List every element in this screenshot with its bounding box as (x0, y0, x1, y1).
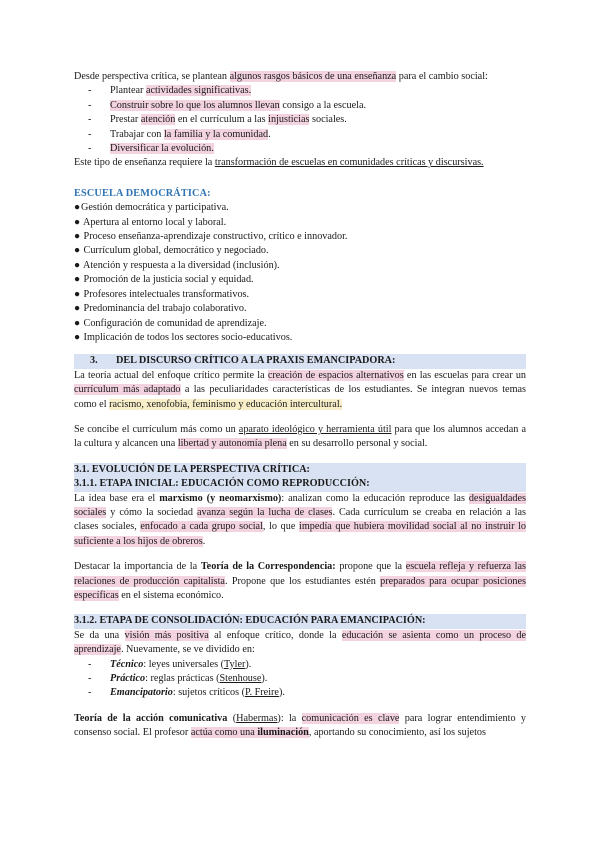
list-item: ● Atención y respuesta a la diversidad (inclusión). (74, 259, 280, 271)
sec312-paragraph-1: Se da una visión más positiva al enfoque crítico, donde la educación se asienta como un proceso de aprendizaje. Nuevamente, se ve dividido en: (74, 629, 527, 656)
list-item: - Construir sobre lo que los alumnos llevan consigo a la escuela. (88, 99, 367, 111)
section-3-1-heading: 3.1. EVOLUCIÓN DE LA PERSPECTIVA CRÍTICA: (74, 463, 526, 477)
list-item: - Plantear actividades significativas. (88, 85, 252, 97)
sec3-paragraph-2: Se concibe el currículum más como un aparato ideológico y herramienta útil para que los alumnos accedan a la cultura y alcancen una libertad y autonomía plena en su desarrollo personal y social. (74, 423, 526, 450)
list-item: ● Apertura al entorno local y laboral. (74, 216, 227, 228)
list-item: ● Profesores intelectuales transformativos. (74, 288, 250, 300)
dash-list (74, 84, 526, 156)
list-item: ●Gestión democrática y participativa. (74, 202, 229, 214)
list-item: - Diversificar la evolución. (88, 143, 214, 155)
stages-list (74, 658, 526, 701)
list-item: - Técnico: leyes universales (Tyler). (88, 658, 252, 670)
list-item: - Trabajar con la familia y la comunidad. (88, 128, 271, 140)
list-item: - Emancipatorio: sujetos críticos (P. Freire). (88, 687, 285, 699)
sec311-paragraph-2: Destacar la importancia de la Teoría de la Correspondencia: propone que la escuela refleja y refuerza las relaciones de producción capitalista. Propone que los estudiantes estén preparados para ocupar posiciones específicas en el sistema económico. (74, 561, 526, 601)
list-item: ● Predominancia del trabajo colaborativo. (74, 303, 247, 315)
intro-paragraph: Desde perspectiva crítica, se plantean algunos rasgos básicos de una enseñanza para el cambio social: (74, 71, 488, 82)
list-item: ● Configuración de comunidad de aprendizaje. (74, 317, 267, 329)
list-item: ● Implicación de todos los sectores socio-educativos. (74, 331, 293, 343)
list-item: - Práctico: reglas prácticas (Stenhouse). (88, 673, 268, 685)
section-3-heading: 3. DEL DISCURSO CRÍTICO A LA PRAXIS EMANCIPADORA: (74, 354, 526, 368)
sec3-paragraph-1: La teoría actual del enfoque crítico permite la creación de espacios alternativos en las escuelas para crear un currículum más adaptado a las peculiaridades características de los estudiantes. Se integran nuevos temas como el racismo, xenofobia, feminismo y educación intercultural. (74, 369, 527, 410)
section-3-1-1-heading: 3.1.1. ETAPA INICIAL: EDUCACIÓN COMO REPRODUCCIÓN: (74, 477, 526, 491)
section-3-1-2-heading: 3.1.2. ETAPA DE CONSOLIDACIÓN: EDUCACIÓN PARA EMANCIPACIÓN: (74, 614, 526, 628)
list-item: ● Proceso enseñanza-aprendizaje constructivo, crítico e innovador. (74, 231, 348, 243)
sec311-paragraph-1: La idea base era el marxismo (y neomarxismo): analizan como la educación reproduce las desigualdades sociales y cómo la sociedad avanza según la lucha de clases. Cada currículum se creaba en relación a las clases sociales, enfocado a cada grupo social, lo que impedía que hubiera movilidad social al no instruir lo suficiente a los hijos de obreros. (74, 492, 527, 547)
transform-paragraph: Este tipo de enseñanza requiere la transformación de escuelas en comunidades críticas y discursivas. (74, 157, 484, 169)
list-item: ● Promoción de la justicia social y equidad. (74, 274, 254, 286)
list-item: ● Currículum global, democrático y negociado. (74, 245, 269, 257)
sec312-paragraph-2: Teoría de la acción comunicativa (Habermas): la comunicación es clave para lograr entendimiento y consenso social. El profesor actúa como una iluminación, aportando su conocimiento, así los sujetos (74, 712, 526, 739)
highlight: algunos rasgos básicos de una enseñanza (229, 71, 397, 82)
escuela-list (74, 201, 526, 345)
list-item: - Prestar atención en el currículum a las injusticias sociales. (88, 114, 347, 126)
escuela-title: ESCUELA DEMOCRÁTICA: (74, 187, 211, 199)
